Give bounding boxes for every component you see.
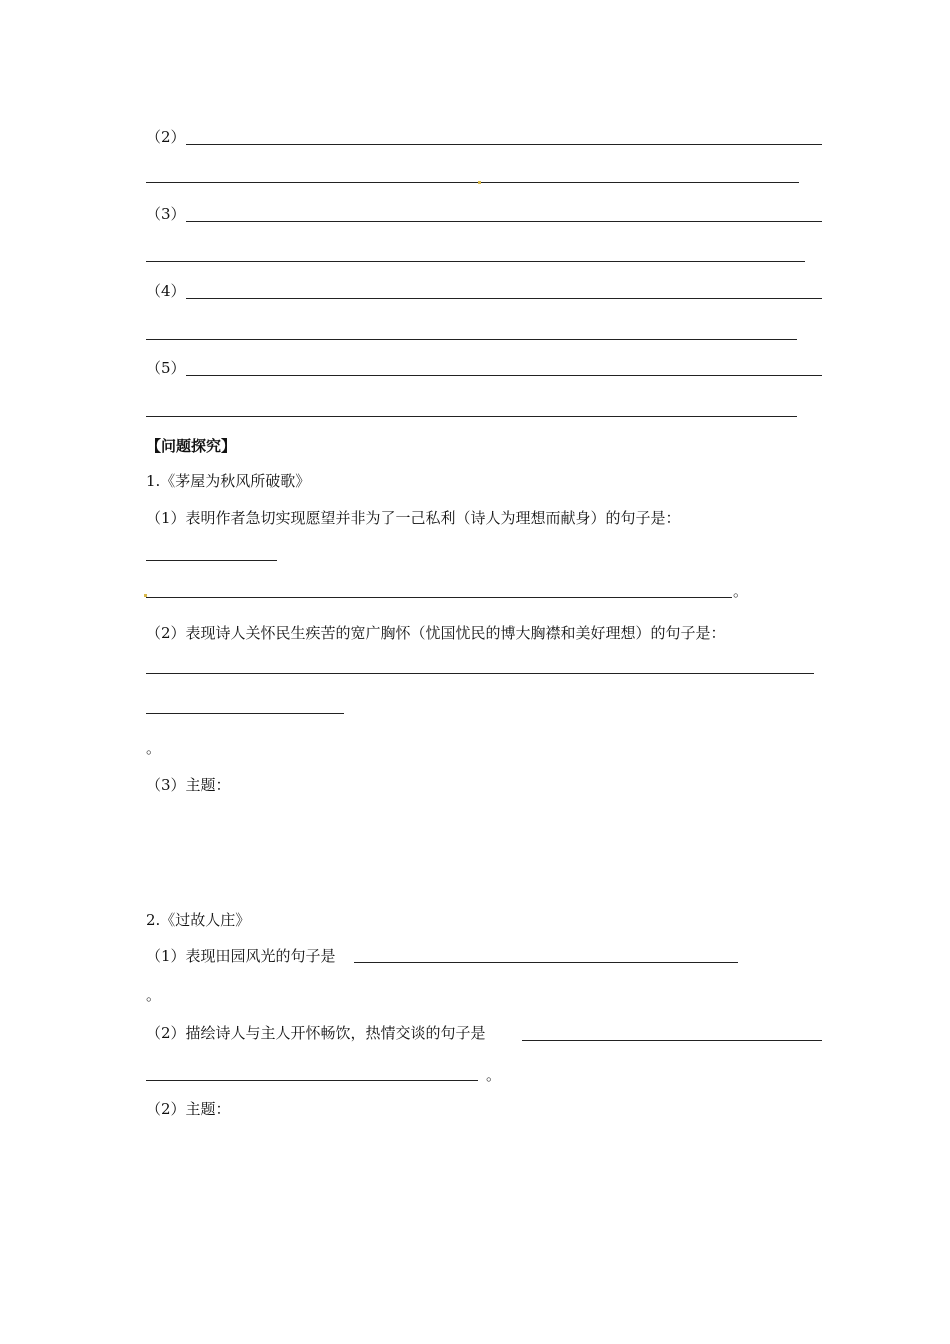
poem2-question-2: （2）描绘诗人与主人开怀畅饮，热情交谈的句子是 bbox=[146, 1024, 486, 1042]
poem1-title: 1.《茅屋为秋风所破歌》 bbox=[146, 472, 311, 490]
poem2-question-3: （2）主题： bbox=[146, 1100, 231, 1118]
poem1-q1-period: 。 bbox=[733, 582, 749, 600]
poem1-question-1: （1）表明作者急切实现愿望并非为了一己私利（诗人为理想而献身）的句子是： bbox=[146, 509, 681, 527]
poem1-q1-answer-line-2[interactable] bbox=[146, 597, 732, 598]
poem1-q2-answer-line-1[interactable] bbox=[146, 673, 814, 674]
poem1-question-3: （3）主题： bbox=[146, 776, 231, 794]
poem2-q2-answer-line-1[interactable] bbox=[522, 1040, 822, 1041]
item-3-answer-line-1[interactable] bbox=[186, 221, 822, 222]
poem2-question-1: （1）表现田园风光的句子是 bbox=[146, 947, 336, 965]
section-title: 【问题探究】 bbox=[146, 437, 237, 455]
poem2-title: 2.《过故人庄》 bbox=[146, 911, 251, 929]
marker-dot bbox=[478, 181, 481, 184]
poem1-question-2: （2）表现诗人关怀民生疾苦的宽广胸怀（忧国忧民的博大胸襟和美好理想）的句子是： bbox=[146, 624, 726, 642]
poem1-q2-answer-line-2[interactable] bbox=[146, 713, 344, 714]
item-5-answer-line-1[interactable] bbox=[186, 375, 822, 376]
poem1-q1-answer-line-1[interactable] bbox=[146, 560, 277, 561]
poem2-q2-answer-line-2[interactable] bbox=[146, 1080, 478, 1081]
poem2-q1-period: 。 bbox=[146, 986, 162, 1004]
item-4-answer-line-2[interactable] bbox=[146, 339, 797, 340]
item-3-answer-line-2[interactable] bbox=[146, 261, 805, 262]
item-4-label: （4） bbox=[146, 282, 186, 300]
item-4-answer-line-1[interactable] bbox=[186, 298, 822, 299]
poem1-q2-period: 。 bbox=[146, 739, 162, 757]
item-2-label: （2） bbox=[146, 128, 186, 146]
poem2-q1-answer-line[interactable] bbox=[354, 962, 738, 963]
item-2-answer-line-2[interactable] bbox=[146, 182, 799, 183]
item-5-answer-line-2[interactable] bbox=[146, 416, 797, 417]
item-5-label: （5） bbox=[146, 359, 186, 377]
item-2-answer-line-1[interactable] bbox=[186, 144, 822, 145]
item-3-label: （3） bbox=[146, 205, 186, 223]
poem2-q2-period: 。 bbox=[486, 1066, 502, 1084]
